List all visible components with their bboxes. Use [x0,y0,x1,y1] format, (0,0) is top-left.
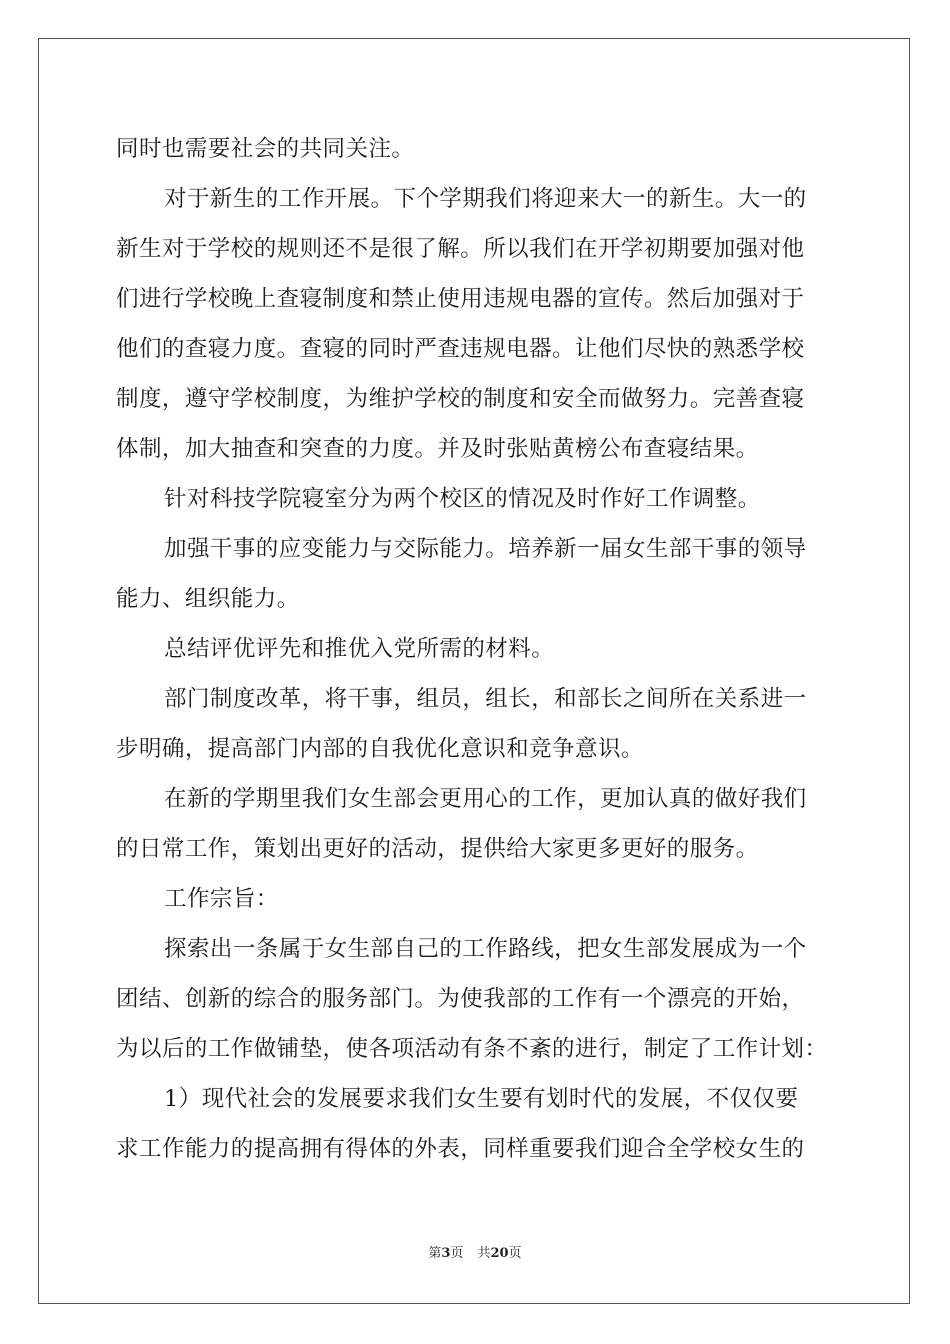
total-unit: 页 [508,1246,522,1261]
text-line-17: 探索出一条属于女生部自己的工作路线，把女生部发展成为一个 [164,936,807,962]
text-line-5: 他们的查寝力度。查寝的同时严查违规电器。让他们尽快的熟悉学校 [116,336,805,362]
text-line-10: 能力、组织能力。 [116,586,300,612]
text-line-9: 加强干事的应变能力与交际能力。培养新一届女生部干事的领导 [164,536,807,562]
text-line-12: 部门制度改革，将干事，组员，组长，和部长之间所在关系进一 [164,686,807,712]
text-line-6: 制度，遵守学校制度，为维护学校的制度和安全而做努力。完善查寝 [116,386,805,412]
page-prefix: 第 [428,1246,442,1261]
document-body [116,124,836,1174]
text-line-21: 求工作能力的提高拥有得体的外表，同样重要我们迎合全学校女生的 [116,1136,805,1162]
page-current: 3 [441,1246,451,1261]
text-line-8: 针对科技学院寝室分为两个校区的情况及时作好工作调整。 [164,486,761,512]
text-line-3: 新生对于学校的规则还不是很了解。所以我们在开学初期要加强对他 [116,236,805,262]
text-line-15: 的日常工作，策划出更好的活动，提供给大家更多更好的服务。 [116,836,759,862]
text-line-20: 1）现代社会的发展要求我们女生要有划时代的发展，不仅仅要 [164,1086,799,1112]
text-line-16: 工作宗旨： [164,886,279,912]
text-line-2: 对于新生的工作开展。下个学期我们将迎来大一的新生。大一的 [164,186,807,212]
text-line-19: 为以后的工作做铺垫，使各项活动有条不紊的进行，制定了工作计划： [116,1036,828,1062]
text-line-13: 步明确，提高部门内部的自我优化意识和竞争意识。 [116,736,644,762]
text-line-1: 同时也需要社会的共同关注。 [116,136,415,162]
text-line-4: 们进行学校晚上查寝制度和禁止使用违规电器的宣传。然后加强对于 [116,286,805,312]
page-unit: 页 [450,1246,464,1261]
text-line-7: 体制，加大抽查和突查的力度。并及时张贴黄榜公布查寝结果。 [116,436,759,462]
total-prefix: 共 [477,1246,491,1261]
page-total: 20 [490,1246,509,1261]
page-footer [0,1245,950,1263]
text-line-14: 在新的学期里我们女生部会更用心的工作，更加认真的做好我们 [164,786,807,812]
text-line-18: 团结、创新的综合的服务部门。为使我部的工作有一个漂亮的开始， [116,986,805,1012]
text-line-11: 总结评优评先和推优入党所需的材料。 [164,636,555,662]
